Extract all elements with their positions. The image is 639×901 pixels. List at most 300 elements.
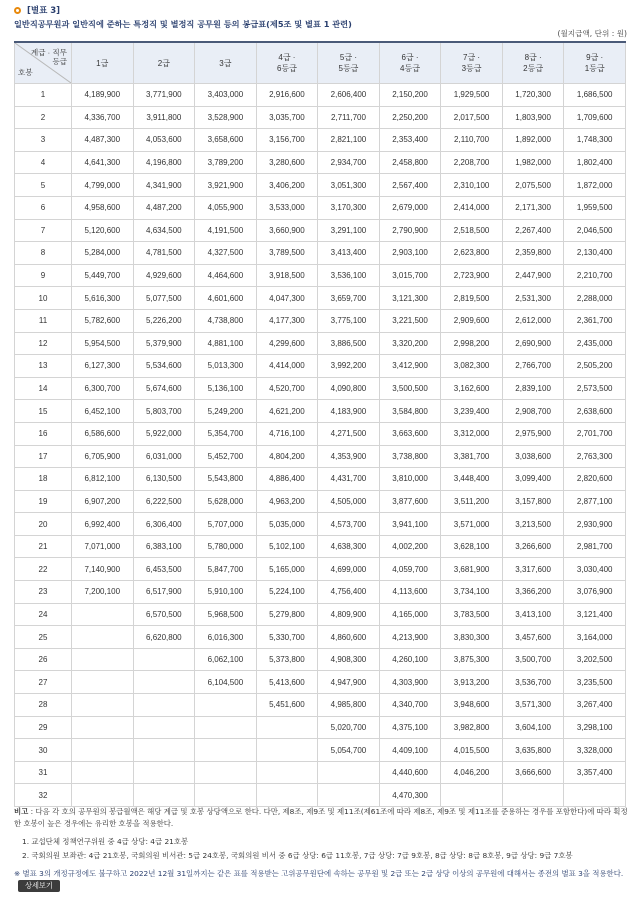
salary-cell: 4,809,900 [318,603,380,626]
salary-cell: 4,327,500 [195,242,257,265]
salary-cell: 6,812,100 [72,468,134,491]
salary-cell: 3,734,100 [441,581,503,604]
step-number-cell: 23 [15,581,72,604]
column-header-8: 8급 · 2등급 [502,42,564,84]
salary-cell: 3,202,500 [564,648,626,671]
step-number-cell: 18 [15,468,72,491]
salary-cell: 3,317,600 [502,558,564,581]
salary-cell: 4,046,200 [441,761,503,784]
salary-cell: 4,409,100 [379,739,441,762]
salary-cell: 4,090,800 [318,377,380,400]
step-number-cell: 3 [15,129,72,152]
salary-cell: 3,038,600 [502,445,564,468]
salary-cell: 6,383,100 [133,535,195,558]
salary-cell: 6,705,900 [72,445,134,468]
salary-cell: 3,830,300 [441,626,503,649]
salary-cell: 1,892,000 [502,129,564,152]
salary-cell: 3,291,100 [318,219,380,242]
salary-cell: 2,130,400 [564,242,626,265]
salary-cell: 5,780,000 [195,535,257,558]
unit-note: (월지급액, 단위 : 원) [557,29,627,38]
salary-cell: 5,120,600 [72,219,134,242]
salary-cell: 3,403,000 [195,84,257,107]
salary-cell: 7,140,900 [72,558,134,581]
salary-cell: 5,910,100 [195,581,257,604]
salary-cell: 3,051,300 [318,174,380,197]
salary-cell: 2,518,500 [441,219,503,242]
salary-cell: 4,059,700 [379,558,441,581]
salary-cell: 1,872,000 [564,174,626,197]
salary-cell: 4,213,900 [379,626,441,649]
salary-cell: 2,447,900 [502,264,564,287]
salary-cell: 1,720,300 [502,84,564,107]
table-row [15,151,626,174]
salary-cell: 3,280,600 [256,151,318,174]
table-row [15,535,626,558]
salary-cell: 4,053,600 [133,129,195,152]
salary-cell: 3,381,700 [441,445,503,468]
table-row [15,219,626,242]
salary-cell: 1,748,300 [564,129,626,152]
salary-cell: 5,284,000 [72,242,134,265]
salary-cell: 3,875,300 [441,648,503,671]
salary-cell: 2,359,800 [502,242,564,265]
salary-cell: 5,534,600 [133,355,195,378]
table-row [15,761,626,784]
table-row [15,603,626,626]
salary-cell: 3,162,600 [441,377,503,400]
salary-cell: 4,353,900 [318,445,380,468]
salary-cell: 2,210,700 [564,264,626,287]
salary-cell: 3,528,900 [195,106,257,129]
salary-cell: 4,487,200 [133,196,195,219]
salary-cell: 2,903,100 [379,242,441,265]
step-number-cell: 26 [15,648,72,671]
salary-cell: 3,457,600 [502,626,564,649]
step-number-cell: 21 [15,535,72,558]
salary-cell: 2,821,100 [318,129,380,152]
salary-cell: 4,431,700 [318,468,380,491]
salary-cell: 5,102,100 [256,535,318,558]
salary-cell: 1,709,600 [564,106,626,129]
salary-cell [72,603,134,626]
step-number-cell: 28 [15,694,72,717]
salary-cell: 3,413,100 [502,603,564,626]
table-row [15,264,626,287]
salary-cell [133,671,195,694]
salary-cell: 3,635,800 [502,739,564,762]
salary-cell: 4,638,300 [318,535,380,558]
salary-cell [72,761,134,784]
salary-cell: 3,328,000 [564,739,626,762]
salary-cell: 3,030,400 [564,558,626,581]
salary-cell [195,761,257,784]
salary-cell: 2,531,300 [502,287,564,310]
salary-cell: 3,982,800 [441,716,503,739]
salary-cell: 6,586,600 [72,422,134,445]
salary-cell: 3,628,100 [441,535,503,558]
table-row [15,671,626,694]
salary-cell: 3,789,500 [256,242,318,265]
salary-cell: 3,082,300 [441,355,503,378]
salary-cell: 3,681,900 [441,558,503,581]
salary-cell: 2,981,700 [564,535,626,558]
salary-cell: 4,505,000 [318,490,380,513]
salary-cell: 5,077,500 [133,287,195,310]
table-row [15,581,626,604]
salary-cell [318,761,380,784]
salary-cell: 5,707,000 [195,513,257,536]
step-number-cell: 10 [15,287,72,310]
notes-section [14,806,628,892]
salary-cell: 5,249,200 [195,400,257,423]
salary-cell: 6,907,200 [72,490,134,513]
salary-cell: 3,099,400 [502,468,564,491]
salary-cell: 6,127,300 [72,355,134,378]
salary-cell: 5,847,700 [195,558,257,581]
salary-cell: 5,922,000 [133,422,195,445]
salary-cell: 2,701,700 [564,422,626,445]
salary-cell: 2,763,300 [564,445,626,468]
salary-cell [72,626,134,649]
annex-tag: [별표 3] [27,6,61,16]
salary-cell: 4,196,800 [133,151,195,174]
salary-cell: 2,150,200 [379,84,441,107]
salary-cell: 4,699,000 [318,558,380,581]
salary-cell [133,761,195,784]
salary-cell: 2,711,700 [318,106,380,129]
salary-cell: 5,224,100 [256,581,318,604]
salary-cell: 3,992,200 [318,355,380,378]
salary-cell [256,761,318,784]
table-row [15,468,626,491]
salary-cell: 3,941,100 [379,513,441,536]
salary-cell: 3,913,200 [441,671,503,694]
step-number-cell: 6 [15,196,72,219]
step-number-cell: 19 [15,490,72,513]
step-number-cell: 30 [15,739,72,762]
salary-cell: 2,930,900 [564,513,626,536]
step-number-cell: 31 [15,761,72,784]
salary-cell: 4,641,300 [72,151,134,174]
salary-cell: 2,353,400 [379,129,441,152]
salary-cell: 4,189,900 [72,84,134,107]
salary-cell: 2,690,900 [502,332,564,355]
salary-cell: 2,975,900 [502,422,564,445]
salary-cell: 4,929,600 [133,264,195,287]
salary-cell: 3,239,400 [441,400,503,423]
salary-cell: 3,235,500 [564,671,626,694]
salary-cell: 5,373,800 [256,648,318,671]
salary-cell: 2,766,700 [502,355,564,378]
salary-cell: 6,104,500 [195,671,257,694]
table-row [15,400,626,423]
salary-cell: 3,164,000 [564,626,626,649]
salary-cell: 6,452,100 [72,400,134,423]
salary-cell: 6,130,500 [133,468,195,491]
step-number-cell: 4 [15,151,72,174]
salary-cell: 1,982,000 [502,151,564,174]
salary-cell: 5,616,300 [72,287,134,310]
salary-cell: 2,310,100 [441,174,503,197]
salary-cell: 4,799,000 [72,174,134,197]
salary-cell: 3,660,900 [256,219,318,242]
salary-cell: 3,413,400 [318,242,380,265]
salary-cell: 3,663,600 [379,422,441,445]
salary-cell: 1,803,900 [502,106,564,129]
salary-cell: 4,055,900 [195,196,257,219]
salary-cell: 1,929,500 [441,84,503,107]
salary-cell: 3,921,900 [195,174,257,197]
salary-cell [133,739,195,762]
corner-header-cell [15,42,72,84]
table-header-row [15,42,626,84]
table-row [15,422,626,445]
salary-cell: 4,860,600 [318,626,380,649]
salary-cell: 4,375,100 [379,716,441,739]
column-header-2: 2급 [133,42,195,84]
table-row [15,84,626,107]
salary-cell: 5,628,000 [195,490,257,513]
salary-cell: 4,520,700 [256,377,318,400]
table-row [15,196,626,219]
salary-cell: 3,536,100 [318,264,380,287]
salary-cell: 3,810,000 [379,468,441,491]
step-number-cell: 20 [15,513,72,536]
salary-cell: 3,357,400 [564,761,626,784]
salary-cell: 3,076,900 [564,581,626,604]
salary-cell: 4,601,600 [195,287,257,310]
salary-cell: 5,413,600 [256,671,318,694]
salary-cell: 2,414,000 [441,196,503,219]
salary-cell: 5,452,700 [195,445,257,468]
salary-cell [72,648,134,671]
salary-cell [564,784,626,807]
salary-cell: 2,017,500 [441,106,503,129]
salary-cell: 2,208,700 [441,151,503,174]
salary-cell [72,671,134,694]
salary-cell [133,648,195,671]
salary-cell: 3,500,700 [502,648,564,671]
salary-cell: 4,177,300 [256,309,318,332]
table-row [15,377,626,400]
salary-cell: 3,511,200 [441,490,503,513]
salary-cell: 4,804,200 [256,445,318,468]
salary-cell: 4,340,700 [379,694,441,717]
salary-cell: 3,789,200 [195,151,257,174]
salary-cell [195,784,257,807]
salary-cell: 3,571,300 [502,694,564,717]
salary-cell: 2,075,500 [502,174,564,197]
salary-cell: 4,634,500 [133,219,195,242]
salary-cell: 5,136,100 [195,377,257,400]
salary-cell: 1,686,500 [564,84,626,107]
step-number-cell: 25 [15,626,72,649]
salary-cell [133,716,195,739]
salary-cell: 4,165,000 [379,603,441,626]
salary-cell: 4,015,500 [441,739,503,762]
salary-cell: 6,992,400 [72,513,134,536]
salary-cell [502,784,564,807]
salary-cell: 5,165,000 [256,558,318,581]
salary-cell: 2,250,200 [379,106,441,129]
table-row [15,445,626,468]
salary-cell: 4,985,800 [318,694,380,717]
salary-cell: 5,279,800 [256,603,318,626]
salary-cell: 5,379,900 [133,332,195,355]
salary-cell: 4,183,900 [318,400,380,423]
salary-cell: 2,505,200 [564,355,626,378]
salary-cell: 3,213,500 [502,513,564,536]
salary-cell: 2,877,100 [564,490,626,513]
salary-cell: 4,260,100 [379,648,441,671]
salary-cell: 2,573,500 [564,377,626,400]
salary-cell [318,784,380,807]
table-row [15,129,626,152]
table-row [15,174,626,197]
salary-cell: 6,570,500 [133,603,195,626]
salary-cell [72,739,134,762]
salary-cell: 5,330,700 [256,626,318,649]
salary-cell: 2,267,400 [502,219,564,242]
salary-cell: 4,621,200 [256,400,318,423]
salary-cell: 4,881,100 [195,332,257,355]
table-row [15,242,626,265]
salary-cell: 5,449,700 [72,264,134,287]
salary-cell: 3,775,100 [318,309,380,332]
salary-cell: 4,440,600 [379,761,441,784]
salary-cell: 6,453,500 [133,558,195,581]
salary-cell: 2,110,700 [441,129,503,152]
salary-cell: 4,963,200 [256,490,318,513]
salary-cell: 3,406,200 [256,174,318,197]
remark-item: 2. 국회의원 보좌관: 4급 21호봉, 국회의원 비서관: 5급 24호봉, 국회의원 비서 중 6급 상당: 6급 11호봉, 7급 상당: 7급 9호봉, 8급 상당: 8급 8호봉, 9급 상당: 9급 7호봉 [22,851,573,860]
salary-cell: 3,121,400 [564,603,626,626]
salary-cell: 6,016,300 [195,626,257,649]
column-header-1: 1급 [72,42,134,84]
salary-cell: 4,299,600 [256,332,318,355]
salary-cell: 2,916,600 [256,84,318,107]
salary-cell: 2,623,800 [441,242,503,265]
table-row [15,332,626,355]
salary-cell: 4,341,900 [133,174,195,197]
salary-cell: 6,300,700 [72,377,134,400]
salary-cell: 2,606,400 [318,84,380,107]
salary-cell [195,716,257,739]
salary-cell [195,739,257,762]
salary-cell: 5,054,700 [318,739,380,762]
salary-cell: 4,464,600 [195,264,257,287]
salary-cell: 5,543,800 [195,468,257,491]
step-number-cell: 16 [15,422,72,445]
salary-cell: 6,031,000 [133,445,195,468]
step-number-cell: 1 [15,84,72,107]
step-number-cell: 12 [15,332,72,355]
step-number-cell: 29 [15,716,72,739]
step-number-cell: 24 [15,603,72,626]
salary-cell: 3,738,800 [379,445,441,468]
table-row [15,784,626,807]
salary-cell: 4,191,500 [195,219,257,242]
salary-cell: 2,638,600 [564,400,626,423]
table-row [15,739,626,762]
salary-cell: 4,716,100 [256,422,318,445]
salary-cell: 2,435,000 [564,332,626,355]
salary-cell: 4,487,300 [72,129,134,152]
detail-view-button[interactable]: 상세보기 [18,880,60,892]
remark-item: 1. 교섭단체 정책연구위원 중 4급 상당: 4급 21호봉 [22,837,189,846]
salary-cell: 4,271,500 [318,422,380,445]
salary-cell: 2,723,900 [441,264,503,287]
salary-cell: 4,886,400 [256,468,318,491]
salary-cell: 3,448,400 [441,468,503,491]
step-number-cell: 9 [15,264,72,287]
salary-cell: 3,366,200 [502,581,564,604]
step-number-cell: 2 [15,106,72,129]
salary-cell: 3,157,800 [502,490,564,513]
step-number-cell: 22 [15,558,72,581]
table-row [15,490,626,513]
salary-cell: 3,536,700 [502,671,564,694]
step-number-cell: 11 [15,309,72,332]
salary-cell [256,784,318,807]
salary-cell: 2,790,900 [379,219,441,242]
salary-cell: 2,934,700 [318,151,380,174]
salary-cell: 6,222,500 [133,490,195,513]
salary-cell [133,694,195,717]
salary-cell: 2,908,700 [502,400,564,423]
salary-cell: 1,959,500 [564,196,626,219]
transition-footnote: ※ 별표 3의 개정규정에도 불구하고 2022년 12월 31일까지는 같은 표를 적용받는 고위공무원단에 속하는 공무원 및 2급 또는 2급 상당 이상의 공무원에 대해서는 종전의 별표 3을 적용한다. 상세보기 [14,869,624,890]
table-row [15,626,626,649]
salary-cell: 5,013,300 [195,355,257,378]
salary-cell: 3,156,700 [256,129,318,152]
salary-cell [72,694,134,717]
salary-cell: 7,071,000 [72,535,134,558]
salary-cell: 3,267,400 [564,694,626,717]
corner-top-label: 계급 · 직무 등급 [30,48,67,66]
salary-cell: 7,200,100 [72,581,134,604]
salary-cell: 3,911,800 [133,106,195,129]
salary-cell: 3,666,600 [502,761,564,784]
salary-cell: 5,954,500 [72,332,134,355]
step-number-cell: 7 [15,219,72,242]
salary-cell [72,784,134,807]
salary-cell: 4,303,900 [379,671,441,694]
salary-cell: 6,062,100 [195,648,257,671]
remark-list [22,836,628,862]
step-number-cell: 5 [15,174,72,197]
salary-cell: 5,674,600 [133,377,195,400]
salary-cell: 3,771,900 [133,84,195,107]
salary-cell: 1,802,400 [564,151,626,174]
salary-cell: 3,312,000 [441,422,503,445]
salary-cell: 5,354,700 [195,422,257,445]
salary-cell: 3,266,600 [502,535,564,558]
table-row [15,309,626,332]
salary-cell: 3,412,900 [379,355,441,378]
salary-cell: 2,679,000 [379,196,441,219]
remark-label: 비고 [14,807,29,816]
salary-cell: 5,035,000 [256,513,318,536]
corner-bottom-label: 호봉 [18,68,33,77]
remark-paragraph [14,806,628,830]
salary-cell: 3,918,500 [256,264,318,287]
salary-cell: 6,517,900 [133,581,195,604]
column-header-5: 5급 · 5등급 [318,42,380,84]
salary-cell: 2,288,000 [564,287,626,310]
salary-cell: 3,948,600 [441,694,503,717]
